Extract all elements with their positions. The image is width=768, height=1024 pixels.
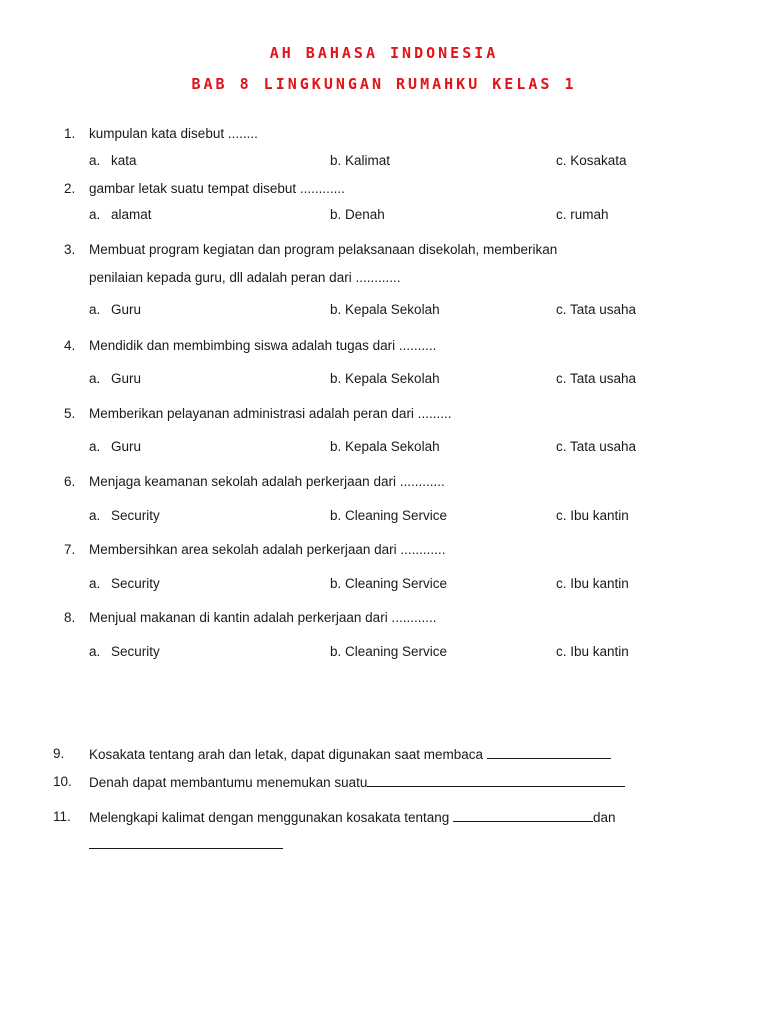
option-c: c. Ibu kantin [556,576,629,591]
question-number: 1. [64,126,76,141]
option-a: Security [111,644,160,659]
option-b: b. Kepala Sekolah [330,439,440,454]
worksheet-title: AH BAHASA INDONESIA [269,44,499,62]
question-text: gambar letak suatu tempat disebut ............ [89,181,345,196]
option-a: Security [111,576,160,591]
option-a: Guru [111,371,142,386]
option-a-letter: a. [89,207,101,222]
option-a: Security [111,508,160,523]
answer-blank[interactable] [453,809,593,822]
option-a-letter: a. [89,644,101,659]
question-text: Denah dapat membantumu menemukan suatu [89,775,368,790]
option-c: c. Tata usaha [556,302,637,317]
question-number: 7. [64,542,76,557]
question-text-after: dan [593,810,616,825]
question-number: 2. [64,181,76,196]
option-c: c. Tata usaha [556,439,637,454]
question-text-continued: penilaian kepada guru, dll adalah peran dari ............ [89,270,401,285]
question-text: Membersihkan area sekolah adalah perkerjaan dari ............ [89,542,446,557]
option-b: b. Cleaning Service [330,508,448,523]
option-b: b. Cleaning Service [330,644,448,659]
option-a: kata [111,153,137,168]
question-text: Memberikan pelayanan administrasi adalah peran dari ......... [89,406,452,421]
question-text: Menjaga keamanan sekolah adalah perkerjaan dari ............ [89,474,445,489]
answer-blank[interactable] [367,774,625,787]
option-a-letter: a. [89,302,101,317]
question-text: Menjual makanan di kantin adalah perkerjaan dari ............ [89,610,437,625]
question-number: 8. [64,610,76,625]
question-text: Kosakata tentang arah dan letak, dapat digunakan saat membaca [89,747,487,762]
question-number: 11. [53,809,71,824]
question-text: Membuat program kegiatan dan program pelaksanaan disekolah, memberikan [89,242,558,257]
option-a-letter: a. [89,371,101,386]
question-number: 10. [53,774,72,789]
question-text: kumpulan kata disebut ........ [89,126,258,141]
option-a-letter: a. [89,576,101,591]
worksheet-subtitle: BAB 8 LINGKUNGAN RUMAHKU KELAS 1 [191,75,577,93]
answer-blank-continued[interactable] [89,836,283,849]
option-a-letter: a. [89,439,101,454]
question-number: 5. [64,406,76,421]
question-number: 6. [64,474,76,489]
question-number: 9. [53,746,65,761]
question-number: 3. [64,242,76,257]
option-a: alamat [111,207,152,222]
question-number: 4. [64,338,76,353]
answer-blank[interactable] [487,746,611,759]
option-a: Guru [111,439,142,454]
option-c: c. Ibu kantin [556,508,629,523]
option-a: Guru [111,302,142,317]
option-b: b. Cleaning Service [330,576,448,591]
option-c: c. rumah [556,207,609,222]
option-c: c. Tata usaha [556,371,637,386]
option-c: c. Kosakata [556,153,627,168]
option-b: b. Kepala Sekolah [330,371,440,386]
option-b: b. Kalimat [330,153,391,168]
option-a-letter: a. [89,153,101,168]
option-b: b. Kepala Sekolah [330,302,440,317]
question-text: Mendidik dan membimbing siswa adalah tugas dari .......... [89,338,437,353]
option-b: b. Denah [330,207,385,222]
question-text: Melengkapi kalimat dengan menggunakan kosakata tentang [89,810,453,825]
option-a-letter: a. [89,508,101,523]
option-c: c. Ibu kantin [556,644,629,659]
